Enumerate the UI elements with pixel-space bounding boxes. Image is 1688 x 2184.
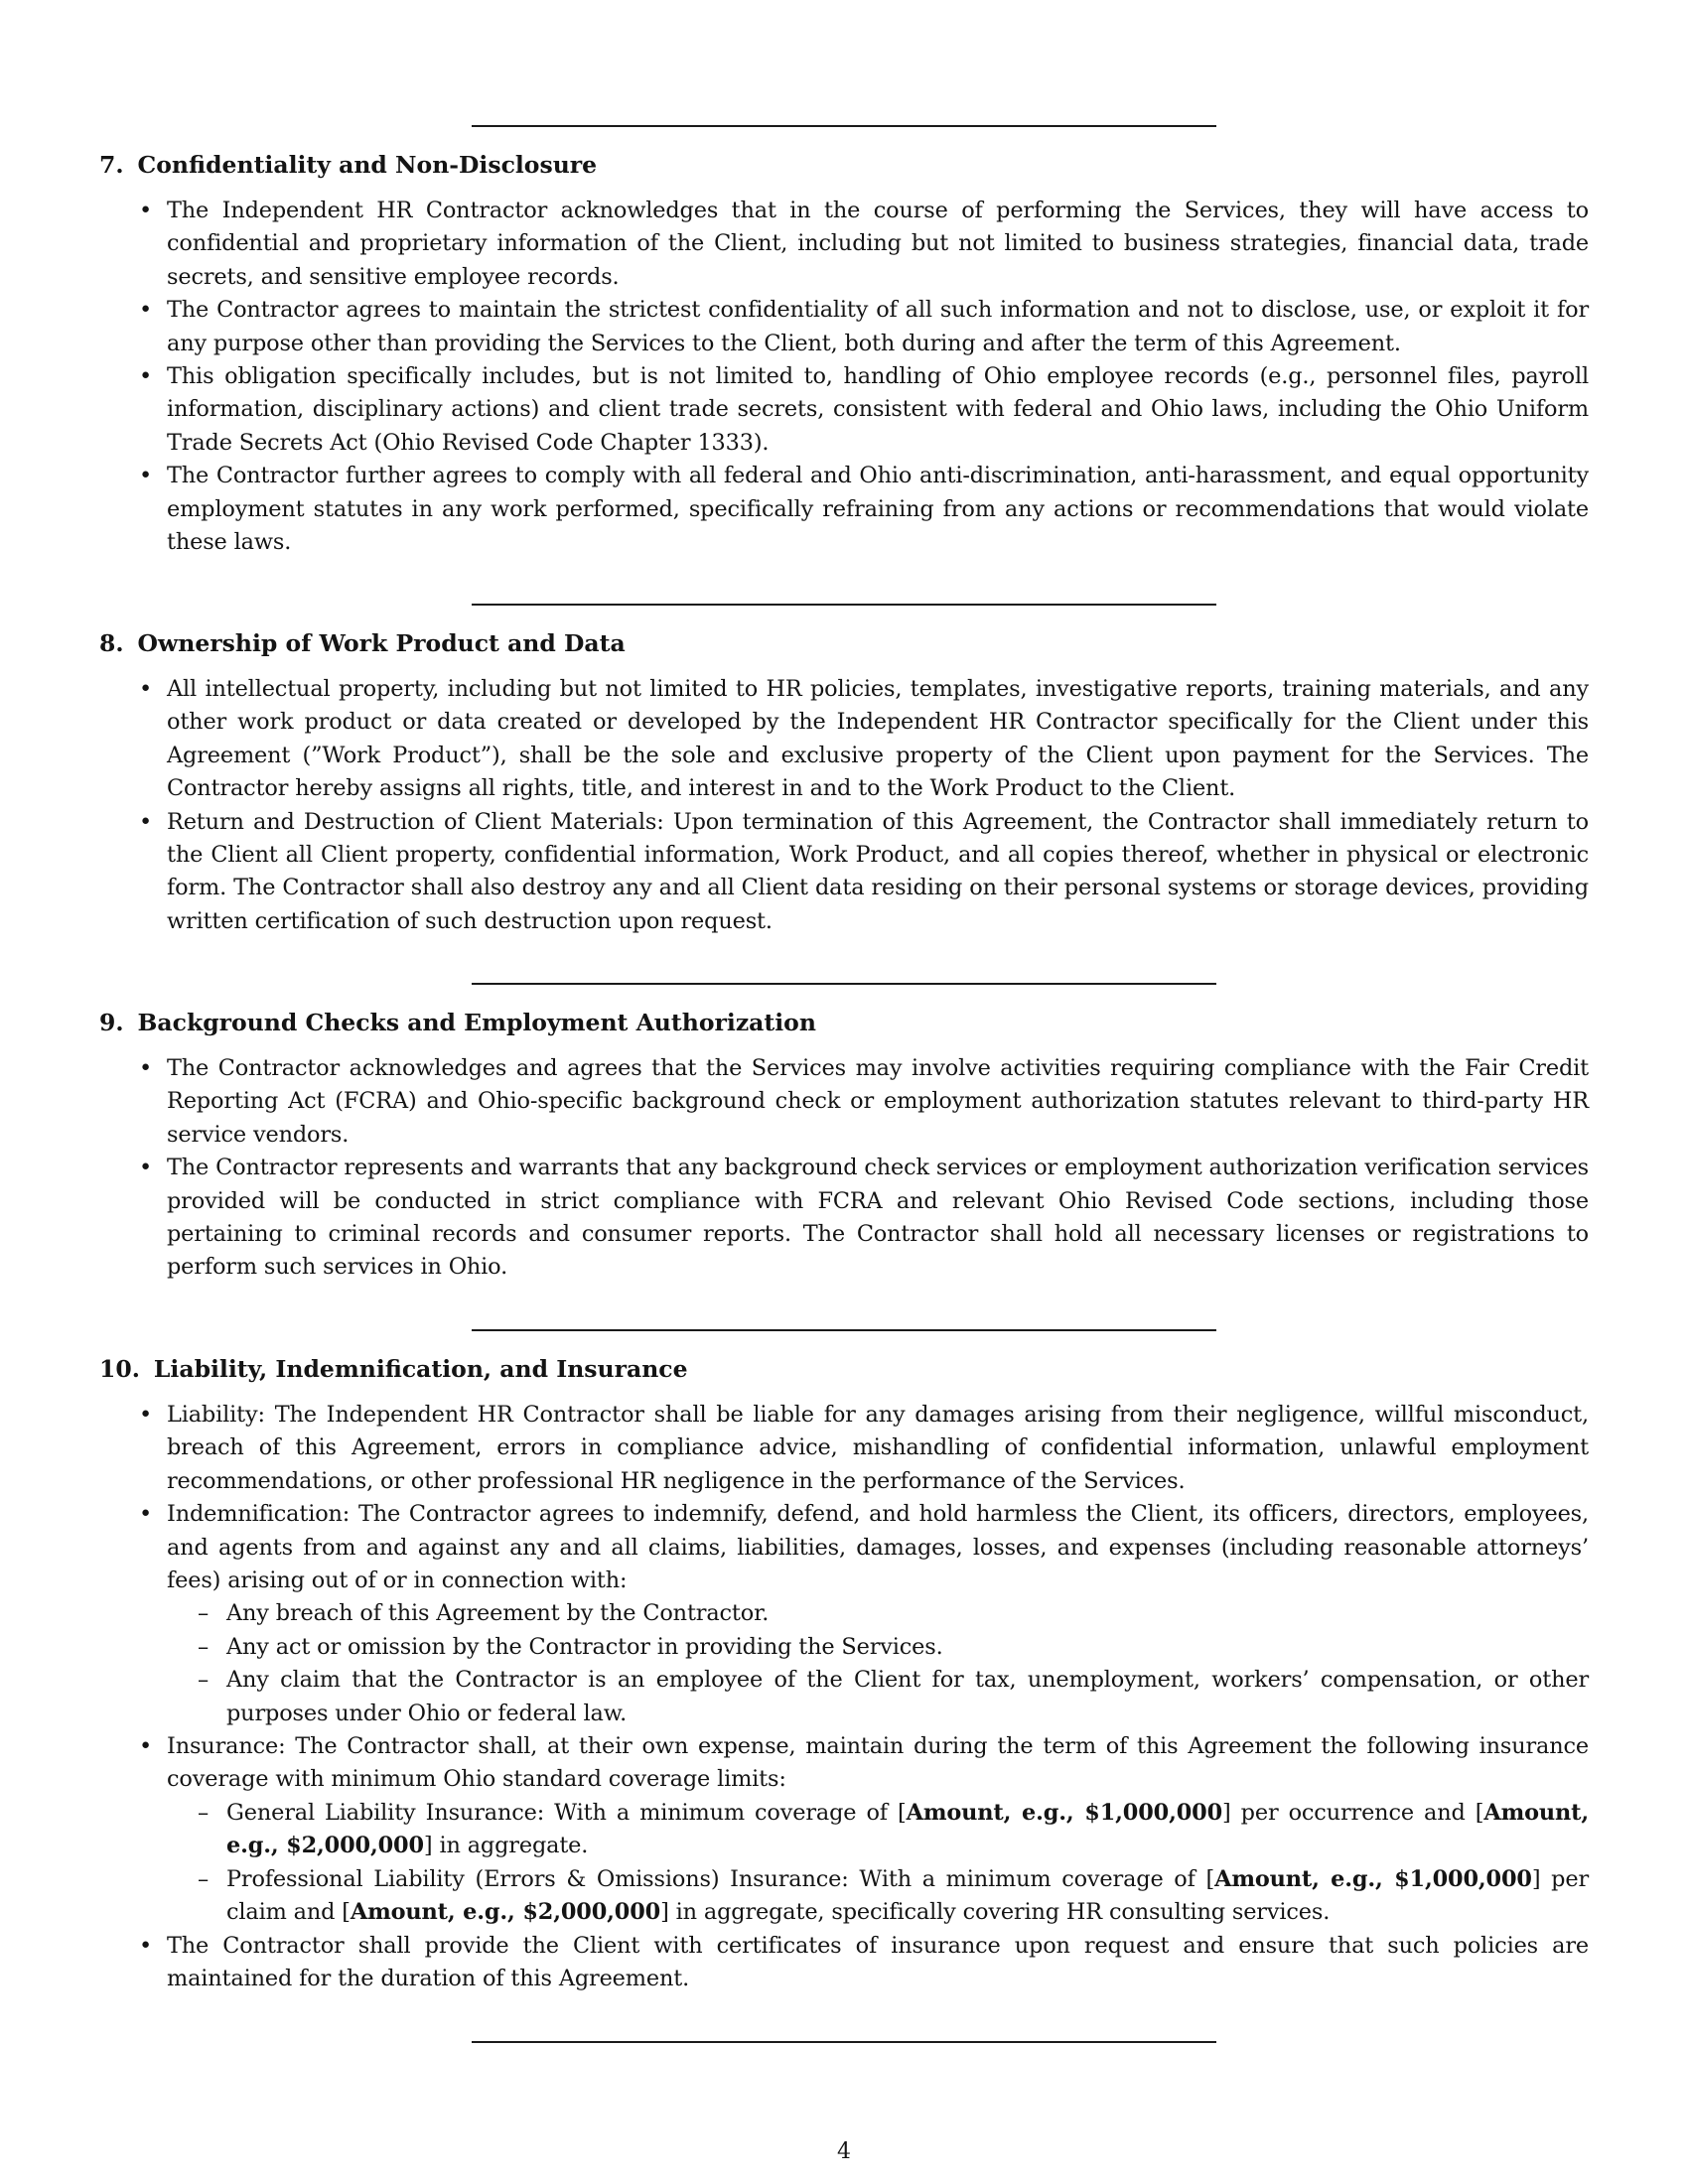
section-9 [99,1007,1589,1285]
section-divider [472,604,1216,606]
sub-list [167,1597,1589,1730]
list-item: • This obligation specifically includes, but is not limited to, handling of Ohio employee records (e.g., personnel files, payroll information, disciplinary actions) and client trade secrets, consistent with federal and Ohio laws, including the Ohio Uniform Trade Secrets Act (Ohio Revised Code Chapter 1333). [99,360,1589,460]
section-title: Liability, Indemnification, and Insurance [153,1355,688,1383]
text-run: ] in aggregate, specifically covering HR consulting services. [660,1899,1331,1926]
list-item-liability: • Liability: The Independent HR Contractor shall be liable for any damages arising from their negligence, willful misconduct, breach of this Agreement, errors in compliance advice, mishandling of confidential information, unlawful employment recommendations, or other professional HR negligence in the performance of the Services. [99,1399,1589,1498]
section-heading [99,627,1589,660]
indemnification-text: Indemnification: The Contractor agrees to indemnify, defend, and hold harmless the Client, its officers, directors, employees, and agents from and against any and all claims, liabilities, damages, losses, and expenses (including reasonable attorneys’ fees) arising out of or in connection with: [167,1501,1589,1594]
section-heading [99,1353,1589,1386]
section-8 [99,627,1589,938]
list-item-insurance [99,1730,1589,1929]
page-number: 4 [837,2139,851,2164]
section-divider [472,125,1216,127]
bullet-list [99,1052,1589,1285]
amount-placeholder: Amount, e.g., $1,000,000 [906,1799,1223,1826]
bullet-list [99,195,1589,559]
text-run: ] per occurrence and [ [1222,1799,1484,1826]
text-run: ] in aggregate. [423,1833,589,1859]
text-run: General Liability Insurance: With a minimum coverage of [ [226,1799,907,1826]
section-10 [99,1353,1589,1995]
list-item-certificates: • The Contractor shall provide the Client with certificates of insurance upon request and ensure that such policies are maintained for the duration of this Agreement. [99,1930,1589,1996]
sub-list-item: – Any claim that the Contractor is an employee of the Client for tax, unemployment, workers’ compensation, or other purposes under Ohio or federal law. [167,1664,1589,1730]
text-run: ] per claim and [ [226,1865,1590,1926]
section-number: 8. [99,629,124,657]
sub-list-item-professional-liability [167,1863,1589,1930]
section-title: Confidentiality and Non-Disclosure [137,151,598,179]
bullet-list [99,1399,1589,1995]
section-number: 7. [99,151,124,179]
amount-placeholder: Amount, e.g., $2,000,000 [226,1799,1589,1859]
sub-list [167,1797,1589,1930]
section-divider [472,983,1216,985]
section-7 [99,149,1589,559]
sub-list-item-general-liability [167,1797,1589,1863]
section-divider [472,2041,1216,2043]
document-page [99,0,1589,2184]
section-divider [472,1329,1216,1331]
section-heading [99,149,1589,182]
section-heading [99,1007,1589,1039]
list-item: • The Contractor acknowledges and agrees that the Services may involve activities requiring compliance with the Fair Credit Reporting Act (FCRA) and Ohio-specific background check or employment authorization statutes relevant to third-party HR service vendors. [99,1052,1589,1152]
section-title: Background Checks and Employment Authorization [137,1009,816,1036]
insurance-text: Insurance: The Contractor shall, at their own expense, maintain during the term of this Agreement the following insurance coverage with minimum Ohio standard coverage limits: [167,1733,1589,1793]
list-item: • The Contractor represents and warrants that any background check services or employment authorization verification services provided will be conducted in strict compliance with FCRA and relevant Ohio Revised Code sections, including those pertaining to criminal records and consumer reports. The Contractor shall hold all necessary licenses or registrations to perform such services in Ohio. [99,1152,1589,1285]
list-item: • The Independent HR Contractor acknowledges that in the course of performing the Services, they will have access to confidential and proprietary information of the Client, including but not limited to business strategies, financial data, trade secrets, and sensitive employee records. [99,195,1589,294]
bullet-list [99,673,1589,938]
list-item: • The Contractor further agrees to comply with all federal and Ohio anti-discrimination, anti-harassment, and equal opportunity employment statutes in any work performed, specifically refraining from any actions or recommendations that would violate these laws. [99,460,1589,559]
list-item-indemnification [99,1498,1589,1730]
text-run: Professional Liability (Errors & Omissions) Insurance: With a minimum coverage of [ [226,1865,1215,1892]
list-item: • The Contractor agrees to maintain the strictest confidentiality of all such information and not to disclose, use, or exploit it for any purpose other than providing the Services to the Client, both during and after the term of this Agreement. [99,294,1589,360]
amount-placeholder: Amount, e.g., $1,000,000 [1214,1865,1532,1892]
sub-list-item: – Any breach of this Agreement by the Contractor. [167,1597,1589,1630]
section-number: 10. [99,1355,140,1383]
amount-placeholder: Amount, e.g., $2,000,000 [350,1899,661,1926]
section-number: 9. [99,1009,124,1036]
list-item: • Return and Destruction of Client Materials: Upon termination of this Agreement, the Contractor shall immediately return to the Client all Client property, confidential information, Work Product, and all copies thereof, whether in physical or electronic form. The Contractor shall also destroy any and all Client data residing on their personal systems or storage devices, providing written certification of such destruction upon request. [99,806,1589,939]
list-item: • All intellectual property, including but not limited to HR policies, templates, investigative reports, training materials, and any other work product or data created or developed by the Independent HR Contractor specifically for the Client under this Agreement (”Work Product”), shall be the sole and exclusive property of the Client upon payment for the Services. The Contractor hereby assigns all rights, title, and interest in and to the Work Product to the Client. [99,673,1589,806]
sub-list-item: – Any act or omission by the Contractor in providing the Services. [167,1631,1589,1664]
section-title: Ownership of Work Product and Data [137,629,626,657]
